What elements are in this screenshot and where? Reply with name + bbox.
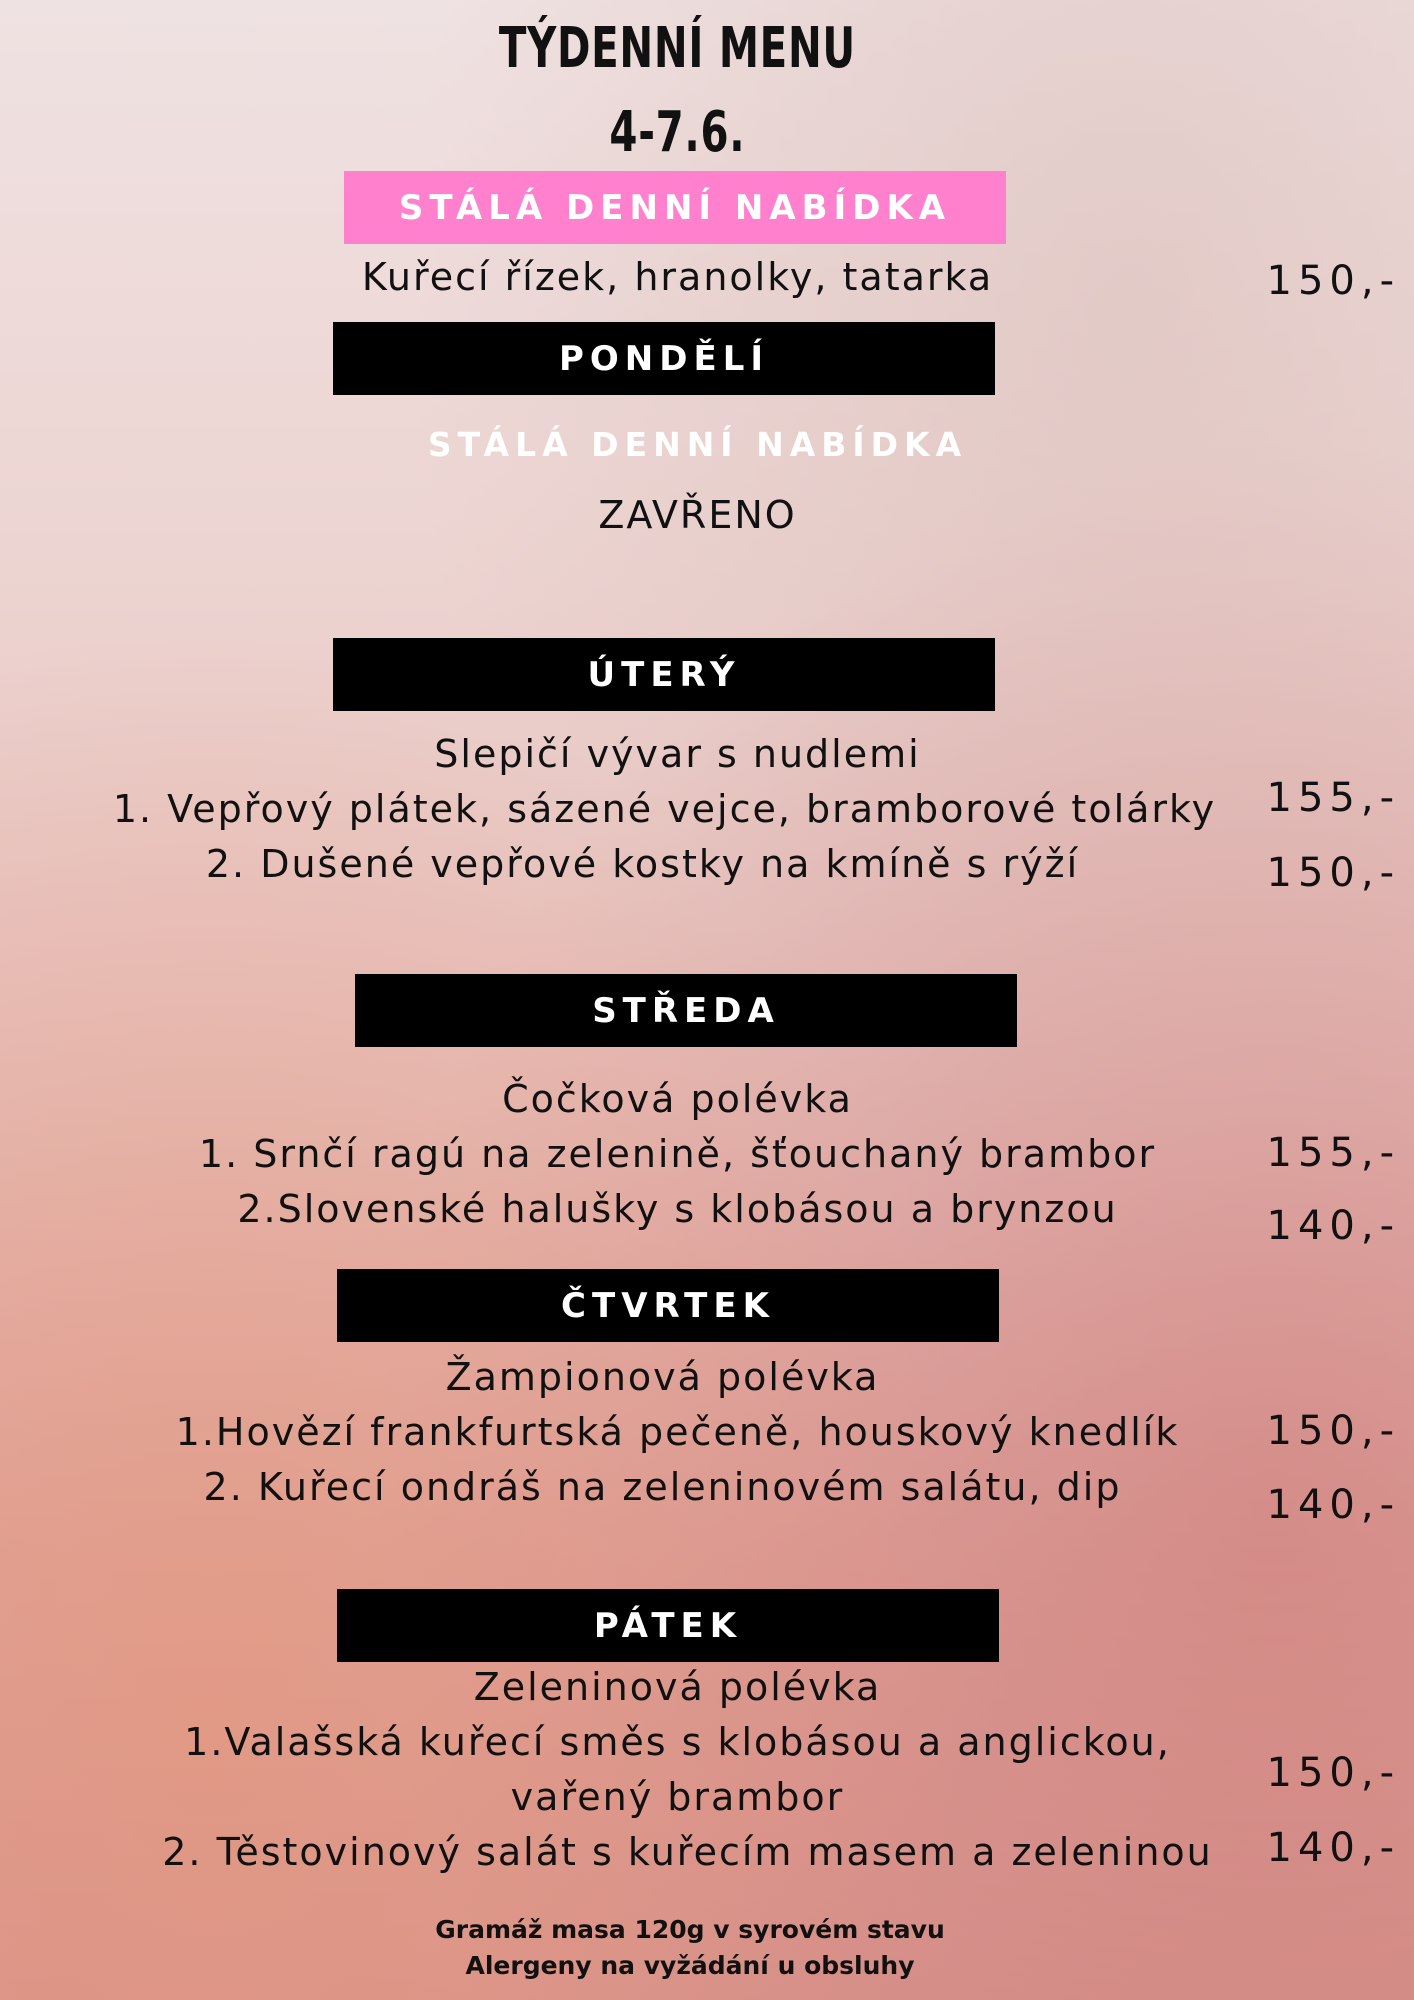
wednesday-price-1: 155,- [1266,1130,1400,1176]
friday-soup: Zeleninová polévka [473,1665,882,1709]
wednesday-meal-1: 1. Srnčí ragú na zelenině, šťouchaný brambor [198,1132,1157,1176]
thursday-price-2: 140,- [1266,1482,1400,1528]
day-heading-thursday: ČTVRTEK [337,1269,999,1342]
friday-meal-1-line-1: 1.Valašská kuřecí směs s klobásou a anglickou, [184,1720,1171,1764]
menu-title: TÝDENNÍ MENU [498,16,856,81]
day-heading-friday: PÁTEK [337,1589,999,1662]
friday-price-1: 150,- [1266,1750,1400,1796]
monday-sub-heading: STÁLÁ DENNÍ NABÍDKA [427,425,968,464]
standing-offer-price: 150,- [1266,258,1400,304]
standing-offer-heading: STÁLÁ DENNÍ NABÍDKA [344,171,1006,244]
day-heading-wednesday: STŘEDA [355,974,1017,1047]
friday-meal-2: 2. Těstovinový salát s kuřecím masem a zeleninou [162,1830,1213,1874]
thursday-meal-2: 2. Kuřecí ondráš na zeleninovém salátu, dip [203,1465,1122,1509]
thursday-meal-1: 1.Hovězí frankfurtská pečeně, houskový knedlík [175,1410,1180,1454]
footer-note-allergens: Alergeny na vyžádání u obsluhy [465,1951,915,1980]
menu-date: 4-7.6. [609,100,746,165]
day-heading-tuesday: ÚTERÝ [333,638,995,711]
thursday-soup: Žampionová polévka [445,1355,880,1399]
tuesday-price-2: 150,- [1266,850,1400,896]
friday-price-2: 140,- [1266,1825,1400,1871]
tuesday-meal-1: 1. Vepřový plátek, sázené vejce, bramborové tolárky [112,787,1217,831]
tuesday-meal-2: 2. Dušené vepřové kostky na kmíně s rýží [205,842,1080,886]
wednesday-price-2: 140,- [1266,1203,1400,1249]
wednesday-soup: Čočková polévka [502,1077,853,1121]
tuesday-price-1: 155,- [1266,775,1400,821]
thursday-price-1: 150,- [1266,1408,1400,1454]
standing-offer-item: Kuřecí řízek, hranolky, tatarka [361,255,994,299]
monday-status: ZAVŘENO [598,493,797,537]
friday-meal-1-line-2: vařený brambor [510,1775,845,1819]
day-heading-monday: PONDĚLÍ [333,322,995,395]
tuesday-soup: Slepičí vývar s nudlemi [434,732,921,776]
wednesday-meal-2: 2.Slovenské halušky s klobásou a brynzou [237,1187,1118,1231]
footer-note-weight: Gramáž masa 120g v syrovém stavu [435,1915,945,1944]
